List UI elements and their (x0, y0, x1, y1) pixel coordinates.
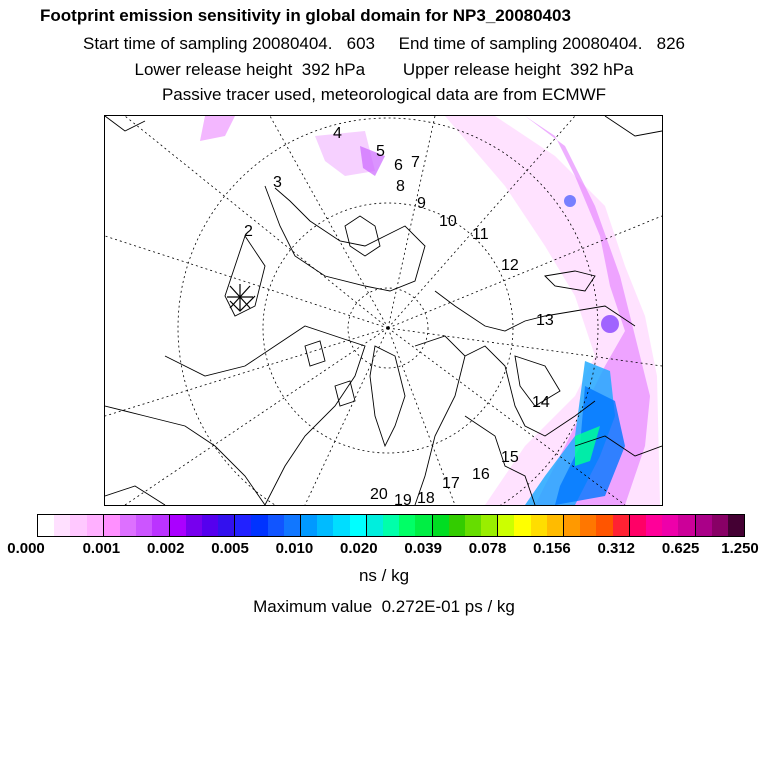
colorbar-tick-label: 0.020 (340, 540, 378, 557)
colorbar-segment (104, 515, 120, 536)
colorbar-segment (284, 515, 301, 536)
colorbar-segment (170, 515, 186, 536)
colorbar-segment (678, 515, 695, 536)
colorbar-segment (301, 515, 317, 536)
colorbar-segment (136, 515, 152, 536)
colorbar-segment (662, 515, 678, 536)
colorbar-segment (547, 515, 564, 536)
map-canvas (105, 116, 662, 505)
track-label: 7 (411, 154, 420, 171)
colorbar-segment (38, 515, 54, 536)
colorbar-tick-label: 0.312 (597, 540, 636, 557)
colorbar-segment (251, 515, 267, 536)
colorbar-segment (218, 515, 235, 536)
colorbar-segment (630, 515, 646, 536)
colorbar-segment (202, 515, 218, 536)
colorbar-segment (415, 515, 432, 536)
track-label: 16 (472, 466, 490, 483)
release-point-marker (227, 284, 253, 310)
colorbar-segment (514, 515, 530, 536)
track-label: 11 (472, 226, 489, 243)
colorbar-segment (498, 515, 514, 536)
tracer-info-line: Passive tracer used, meteorological data are from ECMWF (161, 85, 607, 104)
track-label: 3 (273, 174, 282, 191)
track-label: 19 (394, 492, 412, 506)
track-label: 5 (376, 143, 385, 160)
track-label: 13 (536, 312, 554, 329)
polar-map (104, 115, 663, 506)
colorbar-segment (481, 515, 498, 536)
colorbar-segment (433, 515, 449, 536)
release-height-line: Lower release height 392 hPa Upper release height 392 hPa (134, 60, 634, 79)
colorbar-segment (235, 515, 251, 536)
colorbar-tick-label: 0.005 (211, 540, 249, 557)
colorbar-segment (87, 515, 104, 536)
colorbar-segment (350, 515, 367, 536)
colorbar-segment (317, 515, 333, 536)
colorbar-tick-label: 0.625 (661, 540, 700, 557)
colorbar-segment (531, 515, 547, 536)
colorbar-tick-label: 0.039 (404, 540, 442, 557)
colorbar-unit: ns / kg (358, 566, 410, 585)
maximum-value-label: Maximum value 0.272E-01 ps / kg (253, 597, 515, 616)
colorbar-segment (465, 515, 481, 536)
colorbar-segment (152, 515, 169, 536)
colorbar-segment (120, 515, 136, 536)
colorbar-segment (613, 515, 630, 536)
colorbar-segment (333, 515, 349, 536)
colorbar-tick-label: 0.010 (275, 540, 314, 557)
plot-title: Footprint emission sensitivity in global domain for NP3_20080403 (40, 6, 571, 25)
colorbar-segment (186, 515, 202, 536)
colorbar-segment (564, 515, 580, 536)
colorbar-segment (596, 515, 612, 536)
colorbar-segment (54, 515, 70, 536)
track-label: 10 (439, 213, 457, 230)
track-label: 12 (501, 257, 519, 274)
track-label: 9 (417, 195, 426, 212)
colorbar-segment (696, 515, 712, 536)
track-label: 4 (333, 125, 342, 142)
track-label: 18 (417, 490, 435, 506)
track-label: 8 (396, 178, 405, 195)
colorbar-tick-label: 0.156 (533, 540, 571, 557)
track-label: 17 (442, 475, 460, 492)
colorbar-tick-label: 0.002 (146, 540, 185, 557)
colorbar-segment (70, 515, 86, 536)
track-label: 15 (501, 449, 519, 466)
track-label: 14 (532, 394, 550, 411)
colorbar-tick-label: 0.078 (468, 540, 507, 557)
colorbar-segment (728, 515, 744, 536)
colorbar-tick-label: 0.001 (82, 540, 121, 557)
colorbar-segment (383, 515, 399, 536)
colorbar-segment (268, 515, 284, 536)
colorbar-segment (367, 515, 383, 536)
track-label: 2 (244, 223, 253, 240)
sampling-time-line: Start time of sampling 20080404. 603 End time of sampling 20080404. 826 (83, 34, 685, 53)
colorbar-tick-label: 0.000 (7, 540, 45, 557)
colorbar-segment (449, 515, 465, 536)
colorbar-segment (580, 515, 596, 536)
colorbar-segment (646, 515, 662, 536)
colorbar (37, 514, 745, 537)
colorbar-segment (399, 515, 415, 536)
track-label: 20 (370, 486, 388, 503)
colorbar-tick-label: 1.250 (721, 540, 759, 557)
colorbar-segment (712, 515, 728, 536)
track-label: 6 (394, 157, 403, 174)
